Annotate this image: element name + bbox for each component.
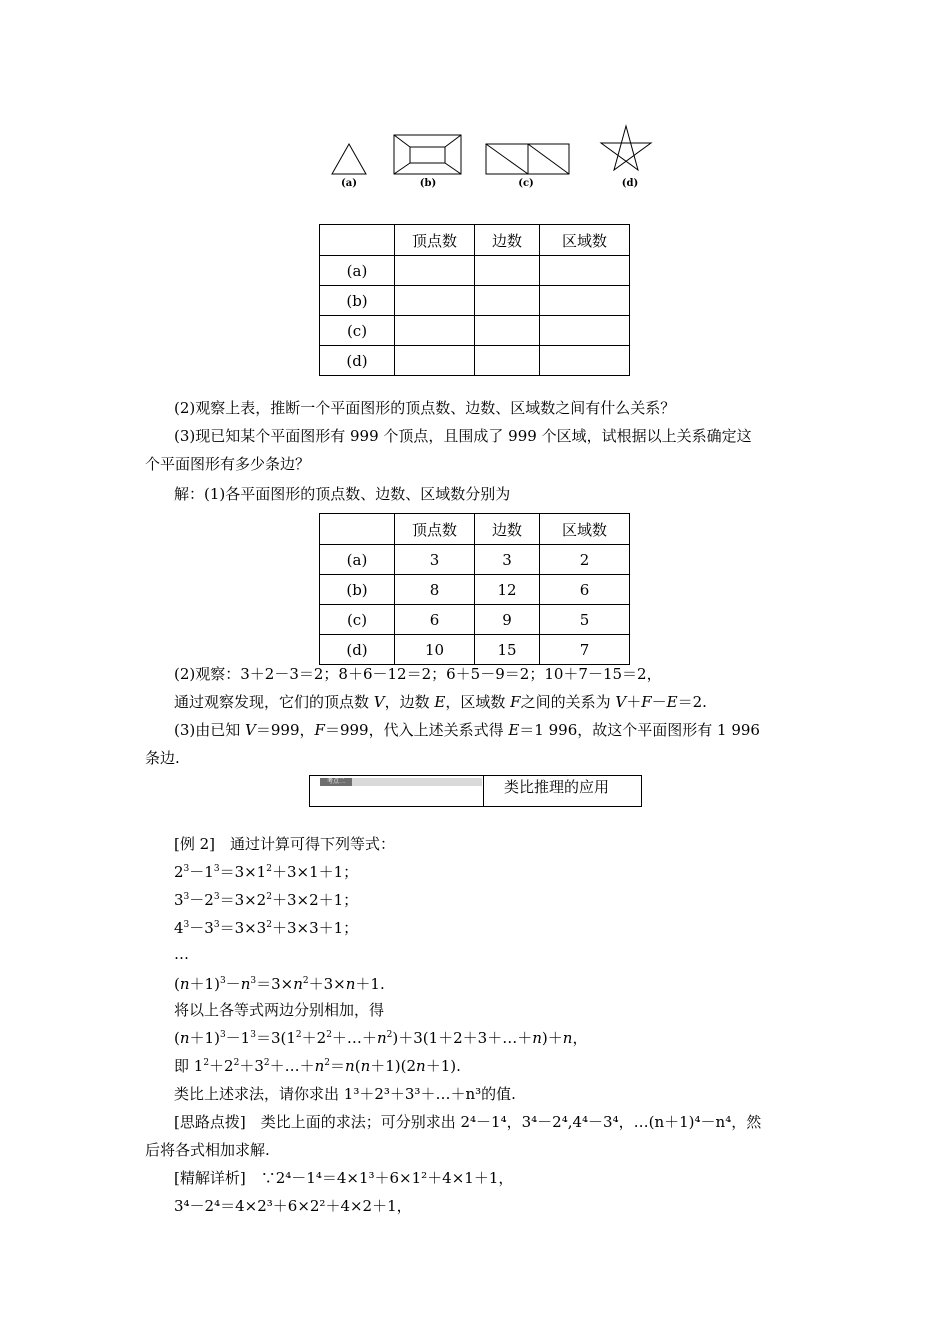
table-cell (540, 286, 630, 316)
table-cell: (c) (320, 605, 395, 635)
table-header: 顶点数 (395, 514, 475, 545)
table-header-row (320, 225, 630, 256)
table-cell (475, 286, 540, 316)
hint-line1: [思路点拨] 类比上面的求法；可分别求出 2⁴－1⁴，3⁴－2⁴,4⁴－3⁴，…(n＋1)⁴－n⁴，然 (174, 1113, 762, 1131)
table-cell: 6 (395, 605, 475, 635)
table-cell (540, 346, 630, 376)
solution-intro: 解：(1)各平面图形的顶点数、边数、区域数分别为 (174, 485, 511, 503)
table-cell (475, 346, 540, 376)
table-cell (540, 256, 630, 286)
sum-equation: $(n+1)^3-1^3=3(1^2+2^2+\dots+n^2)+3(1+2+3+\dots+n)+n$， (174, 1029, 588, 1047)
table-cell (395, 286, 475, 316)
table-row (320, 635, 630, 665)
table-cell: 3 (395, 545, 475, 575)
empty-table (319, 224, 630, 376)
analogy-question: 类比上述求法，请你求出 1³＋2³＋3³＋…＋n³的值. (174, 1085, 516, 1103)
table-cell (395, 346, 475, 376)
table-cell: (d) (320, 346, 395, 376)
triangle-figure (332, 144, 366, 174)
table-header: 区域数 (540, 225, 630, 256)
sum-instruction: 将以上各等式两边分别相加，得 (174, 1001, 385, 1019)
equation-line-1: $2^3-1^3=3\times 1^2+3\times 1+1$； (174, 863, 359, 881)
section-tag: 考点二 (320, 778, 352, 786)
equation-general: $(n+1)^3-n^3=3\times n^2+3\times n+1$. (174, 975, 385, 993)
solution-finding: 通过观察发现，它们的顶点数 V，边数 E，区域数 F之间的关系为 V＋F－E＝2. (174, 693, 707, 711)
table-header: 边数 (475, 514, 540, 545)
table-cell: 9 (475, 605, 540, 635)
detail-line1: [精解详析] ∵2⁴－1⁴＝4×1³＋6×1²＋4×1＋1， (174, 1169, 514, 1187)
solution-part3-line1: (3)由已知 V＝999，F＝999，代入上述关系式得 E＝1 996，故这个平面图形有 1 996 (174, 721, 760, 739)
section-divider (483, 776, 484, 806)
question-2: (2)观察上表，推断一个平面图形的顶点数、边数、区域数之间有什么关系？ (174, 399, 676, 417)
result-table (319, 513, 630, 665)
table-cell: 8 (395, 575, 475, 605)
table-header-row (320, 514, 630, 545)
table-cell: (c) (320, 316, 395, 346)
solution-observation: (2)观察：3＋2－3＝2；8＋6－12＝2；6＋5－9＝2；10＋7－15＝2， (174, 665, 662, 683)
table-cell: 12 (475, 575, 540, 605)
table-header: 区域数 (540, 514, 630, 545)
figure-label-a: (a) (341, 178, 357, 189)
table-cell: 2 (540, 545, 630, 575)
table-cell (395, 256, 475, 286)
table-row (320, 575, 630, 605)
table-cell: 7 (540, 635, 630, 665)
two-squares-figure (486, 144, 569, 174)
table-header: 顶点数 (395, 225, 475, 256)
table-row (320, 316, 630, 346)
solution-part3-line2: 条边. (145, 749, 180, 767)
table-cell (540, 316, 630, 346)
table-header: 边数 (475, 225, 540, 256)
table-cell: (b) (320, 575, 395, 605)
table-cell (395, 316, 475, 346)
table-cell: (b) (320, 286, 395, 316)
table-cell: 3 (475, 545, 540, 575)
figure-label-c: (c) (518, 178, 534, 189)
table-row (320, 346, 630, 376)
table-row (320, 256, 630, 286)
table-cell (320, 514, 395, 545)
equation-line-3: $4^3-3^3=3\times 3^2+3\times 3+1$； (174, 919, 359, 937)
question-3-line2: 个平面图形有多少条边？ (145, 455, 311, 473)
equation-line-2: $3^3-2^3=3\times 2^2+3\times 2+1$； (174, 891, 359, 909)
sum-result: 即 $1^2+2^2+3^2+\dots+n^2=n(n+1)(2n+1)$. (174, 1057, 461, 1075)
table-row (320, 545, 630, 575)
table-cell: 10 (395, 635, 475, 665)
table-cell: (a) (320, 545, 395, 575)
figure-label-b: (b) (419, 178, 437, 189)
figure-label-d: (d) (621, 178, 639, 189)
table-cell (475, 256, 540, 286)
detail-line2: 3⁴－2⁴＝4×2³＋6×2²＋4×2＋1， (174, 1197, 412, 1215)
section-header (309, 775, 642, 807)
example2-heading: [例 2] 通过计算可得下列等式： (174, 835, 396, 853)
table-cell (320, 225, 395, 256)
star-figure (601, 126, 651, 170)
question-3-line1: (3)现已知某个平面图形有 999 个顶点，且围成了 999 个区域，试根据以上关系确定这 (174, 427, 752, 445)
table-cell: 15 (475, 635, 540, 665)
table-cell: 5 (540, 605, 630, 635)
section-title: 类比推理的应用 (504, 778, 610, 796)
table-row (320, 605, 630, 635)
table-cell: (d) (320, 635, 395, 665)
table-row (320, 286, 630, 316)
table-cell: (a) (320, 256, 395, 286)
rectangle-frame-figure (394, 135, 461, 174)
equation-ellipsis: … (174, 945, 189, 963)
figures-row (320, 120, 660, 195)
table-cell (475, 316, 540, 346)
hint-line2: 后将各式相加求解. (145, 1141, 270, 1159)
table-cell: 6 (540, 575, 630, 605)
